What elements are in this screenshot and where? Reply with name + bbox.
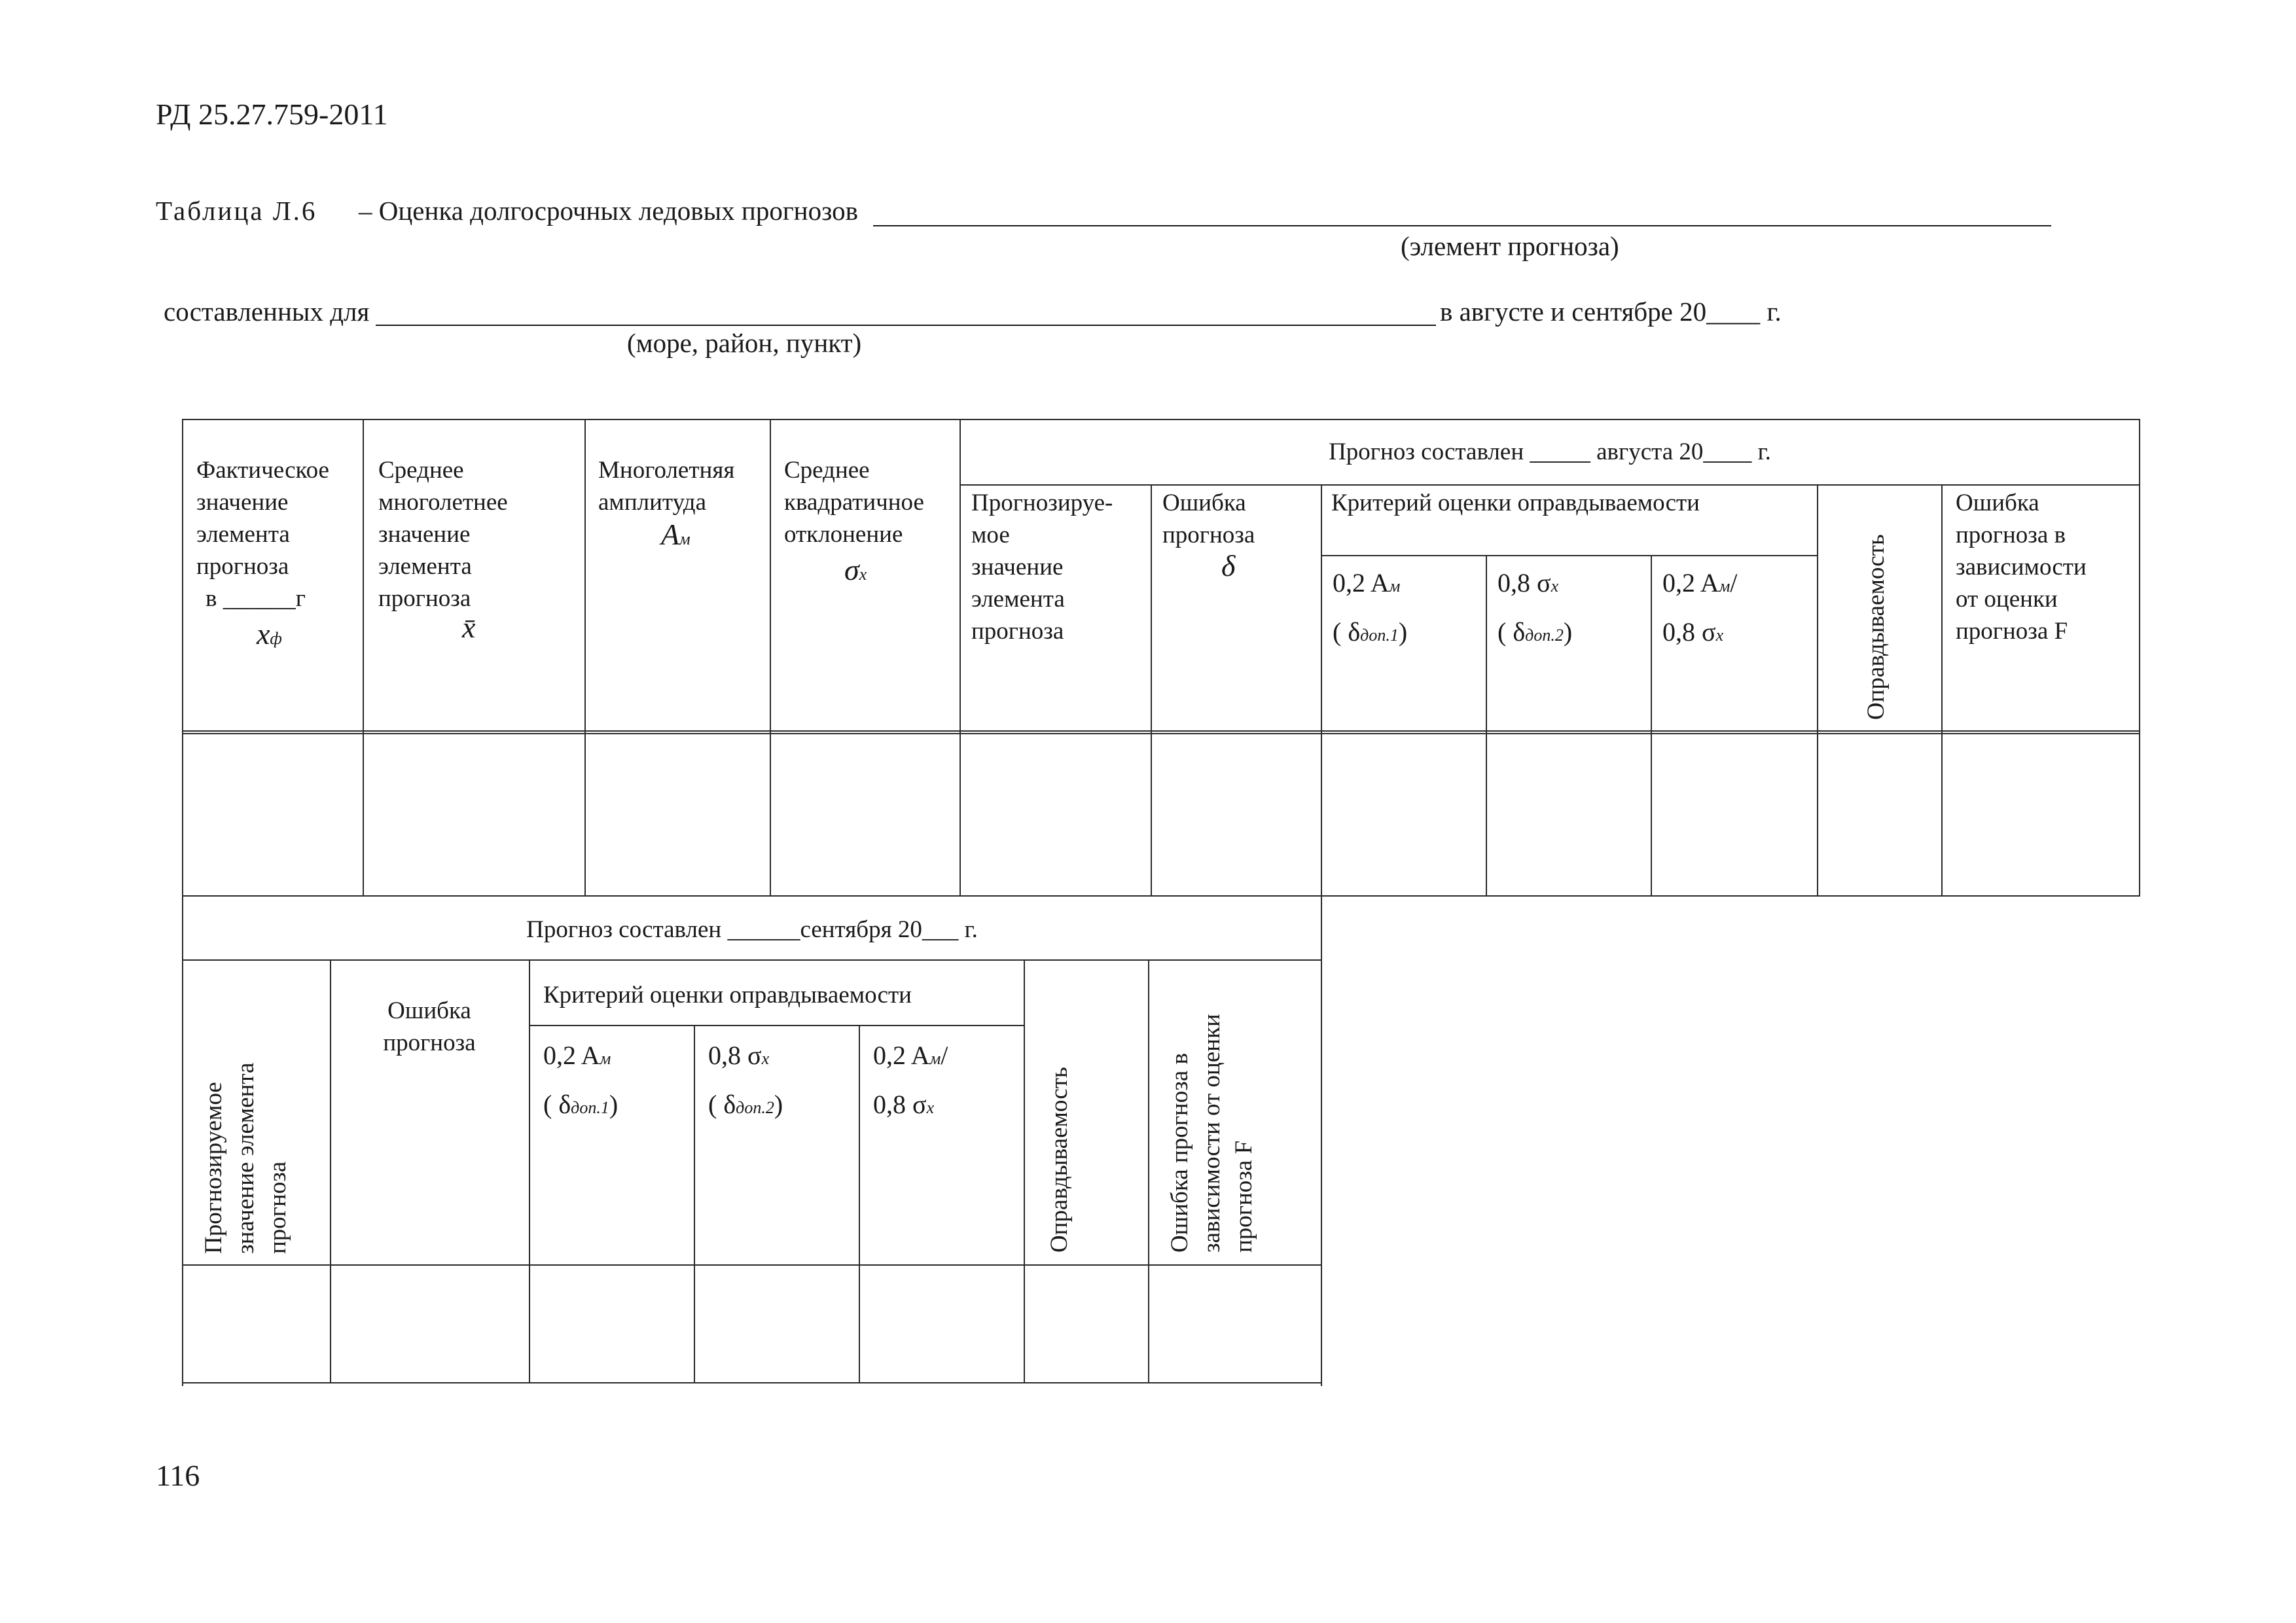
- bottom-table-grid-line: [859, 1025, 860, 1383]
- top-table-grid-line: [1941, 484, 1943, 897]
- bottom-table-grid-line: [182, 959, 1322, 961]
- mean-value-symbol: x̄: [462, 611, 476, 644]
- bottom-table-grid-line: [182, 1264, 1322, 1266]
- element-fill-line: [873, 225, 2051, 226]
- caption-prefix: Таблица: [156, 196, 264, 226]
- criterion-1: 0,2 Aм ( δдоп.1): [1333, 568, 1408, 647]
- period-label: в августе и сентябре 20____ г.: [1440, 296, 1782, 327]
- document-code: РД 25.27.759-2011: [156, 98, 388, 131]
- bottom-table-grid-line: [529, 959, 530, 1383]
- september-group-title: Прогноз составлен ______сентября 20___ г.: [526, 916, 978, 943]
- forecast-error-header: Ошибка прогноза: [383, 997, 476, 1056]
- justification-header: Оправдываемость: [1046, 1067, 1073, 1253]
- caption-table-no: Л.6: [272, 196, 317, 226]
- august-group-title: Прогноз составлен _____ августа 20____ г.: [1329, 438, 1771, 465]
- criteria-title: Критерий оценки оправдываемости: [543, 982, 912, 1008]
- bottom-table-grid-line: [1148, 959, 1149, 1383]
- forecast-error-symbol: δ: [1221, 549, 1236, 582]
- actual-value-header: Фактическое значение элемента прогноза в ______г: [196, 457, 329, 612]
- top-table-grid-line: [1151, 484, 1152, 897]
- justification-header: Оправдываемость: [1863, 534, 1890, 720]
- top-table-border: [182, 419, 2140, 420]
- top-table-grid-line: [584, 419, 586, 897]
- bottom-table-border: [182, 1382, 1322, 1383]
- top-table-grid-line: [1651, 555, 1652, 897]
- amplitude-symbol: Aм: [661, 518, 691, 551]
- criterion-3: 0,2 Aм/ 0,8 σx: [1662, 568, 1738, 647]
- top-table-grid-line: [363, 419, 364, 897]
- std-dev-header: Среднее квадратичное отклонение: [784, 457, 924, 548]
- mean-value-header: Среднее многолетнее значение элемента прогноза: [378, 457, 508, 612]
- forecast-error-header: Ошибка прогноза: [1162, 490, 1255, 548]
- std-dev-symbol: σx: [844, 553, 867, 586]
- bottom-table-grid-line: [694, 1025, 695, 1383]
- error-f-header: Ошибка прогноза в зависимости от оценки прогноза F: [1166, 1014, 1257, 1253]
- element-hint: (элемент прогноза): [1401, 231, 1619, 261]
- actual-value-symbol: xф: [257, 617, 282, 651]
- place-hint: (море, район, пункт): [627, 328, 862, 358]
- table-border: [2139, 419, 2140, 897]
- top-table-border: [182, 895, 2140, 897]
- criteria-title: Критерий оценки оправдываемости: [1331, 490, 1700, 516]
- table-caption-title: – Оценка долгосрочных ледовых прогнозов: [359, 196, 858, 226]
- top-table-grid-line: [1817, 484, 1818, 897]
- top-table-grid-line: [960, 419, 961, 897]
- table-caption-prefix: [156, 195, 317, 226]
- top-table-grid-line: [960, 484, 2140, 486]
- top-table-header-separator: [182, 730, 2140, 734]
- criterion-2: 0,8 σx ( δдоп.2): [1498, 568, 1573, 647]
- top-table-grid-line: [1321, 555, 1818, 556]
- top-table-grid-line: [770, 419, 771, 897]
- forecast-value-header: Прогнозируе- мое значение элемента прогноза: [971, 490, 1113, 645]
- error-f-header: Ошибка прогноза в зависимости от оценки прогноза F: [1956, 490, 2087, 645]
- bottom-table-grid-line: [1024, 959, 1025, 1383]
- bottom-table-grid-line: [529, 1025, 1024, 1026]
- criterion-3: 0,2 Aм/ 0,8 σx: [873, 1041, 948, 1119]
- page-number: 116: [156, 1459, 200, 1492]
- table-border: [182, 419, 183, 1386]
- criterion-2: 0,8 σx ( δдоп.2): [708, 1041, 783, 1119]
- forecast-value-header: Прогнозируемое значение элемента прогноза: [200, 1062, 291, 1254]
- criterion-1: 0,2 Aм ( δдоп.1): [543, 1041, 619, 1119]
- amplitude-header: Многолетняя амплитуда: [598, 457, 735, 516]
- top-table-grid-line: [1486, 555, 1487, 897]
- place-fill-line: [376, 325, 1436, 326]
- composed-for-label: составленных для: [164, 296, 370, 327]
